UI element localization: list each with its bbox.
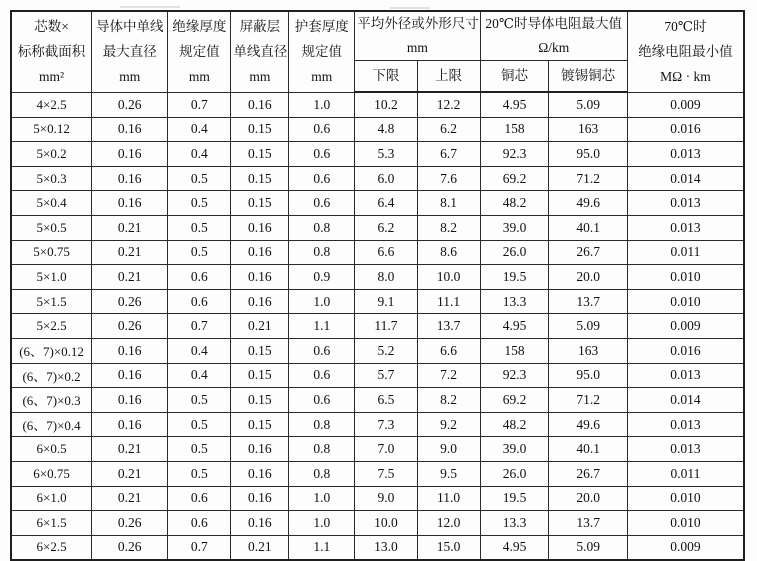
table-cell: 49.6 [549, 191, 627, 216]
table-cell: 0.8 [289, 437, 355, 462]
table-cell: 4.95 [480, 92, 549, 117]
table-row [11, 486, 744, 511]
header-insulation-resistance [627, 11, 744, 92]
header-line: mm [188, 69, 210, 85]
table-cell: 0.7 [168, 314, 231, 339]
table-cell: 9.0 [355, 486, 417, 511]
table-cell: 9.0 [417, 437, 480, 462]
cable-spec-table [10, 10, 745, 561]
table-cell: 0.009 [627, 314, 744, 339]
table-cell: 6.6 [355, 240, 417, 265]
table-cell: 5×0.75 [11, 240, 92, 265]
table-cell: 0.010 [627, 289, 744, 314]
table-cell: 0.26 [92, 92, 168, 117]
table-cell: 0.15 [231, 388, 289, 413]
table-cell: 10.2 [355, 92, 417, 117]
table-cell: 13.3 [480, 289, 549, 314]
table-cell: 0.5 [168, 461, 231, 486]
header-line: mm [311, 69, 333, 85]
table-cell: 6×2.5 [11, 535, 92, 560]
table-cell: 9.2 [417, 412, 480, 437]
table-row [11, 215, 744, 240]
table-cell: 0.16 [231, 289, 289, 314]
table-cell: 0.011 [627, 461, 744, 486]
table-cell: 20.0 [549, 265, 627, 290]
table-cell: 5.2 [355, 338, 417, 363]
header-line: 屏蔽层 [239, 19, 281, 35]
table-cell: 0.6 [289, 191, 355, 216]
table-cell: 0.15 [231, 412, 289, 437]
table-cell: 0.16 [92, 142, 168, 167]
table-cell: 0.21 [92, 215, 168, 240]
table-cell: 0.016 [627, 338, 744, 363]
header-insulation-thickness [168, 11, 231, 92]
table-cell: 0.6 [289, 142, 355, 167]
scan-artifact [390, 7, 430, 9]
table-cell: 0.21 [231, 535, 289, 560]
table-cell: 1.1 [289, 535, 355, 560]
table-cell: 5×1.5 [11, 289, 92, 314]
table-cell: 9.1 [355, 289, 417, 314]
table-cell: 5.09 [549, 92, 627, 117]
header-shield-wire-diameter [231, 11, 289, 92]
table-cell: 39.0 [480, 215, 549, 240]
table-cell: 0.014 [627, 388, 744, 413]
header-sheath-thickness [289, 11, 355, 92]
table-cell: 0.15 [231, 338, 289, 363]
table-cell: 8.1 [417, 191, 480, 216]
table-cell: 0.013 [627, 437, 744, 462]
table-cell: 6.0 [355, 166, 417, 191]
table-cell: 0.6 [289, 117, 355, 142]
header-line: 绝缘厚度 [172, 19, 227, 35]
table-cell: 0.5 [168, 166, 231, 191]
table-cell: 0.4 [168, 142, 231, 167]
table-cell: 0.013 [627, 412, 744, 437]
table-cell: 158 [480, 117, 549, 142]
table-cell: 0.15 [231, 191, 289, 216]
table-cell: 10.0 [417, 265, 480, 290]
table-cell: 8.2 [417, 388, 480, 413]
table-cell: 0.16 [92, 388, 168, 413]
header-line: 70℃时 [664, 19, 707, 35]
table-cell: 0.6 [168, 289, 231, 314]
table-cell: 0.16 [231, 437, 289, 462]
table-row [11, 363, 744, 388]
table-cell: 0.6 [168, 265, 231, 290]
table-cell: 0.016 [627, 117, 744, 142]
table-cell: 6×0.5 [11, 437, 92, 462]
table-cell: 95.0 [549, 363, 627, 388]
table-cell: 26.0 [480, 240, 549, 265]
header-unit: mm [406, 40, 428, 55]
table-row [11, 191, 744, 216]
table-cell: 0.8 [289, 240, 355, 265]
table-cell: 5×0.5 [11, 215, 92, 240]
table-cell: (6、7)×0.2 [11, 363, 92, 388]
table-cell: 26.7 [549, 461, 627, 486]
table-cell: 0.6 [168, 511, 231, 536]
table-cell: 0.16 [231, 265, 289, 290]
table-cell: 11.7 [355, 314, 417, 339]
header-line: 导体中单线 [95, 19, 164, 35]
table-cell: 5×0.4 [11, 191, 92, 216]
header-line: mm [119, 69, 141, 85]
table-cell: 0.6 [289, 363, 355, 388]
table-cell: 0.5 [168, 191, 231, 216]
table-cell: 95.0 [549, 142, 627, 167]
table-cell: 0.5 [168, 215, 231, 240]
table-cell: 0.26 [92, 314, 168, 339]
table-cell: 6.2 [417, 117, 480, 142]
table-cell: 0.6 [289, 388, 355, 413]
header-line: 最大直径 [102, 44, 157, 60]
header-line: 规定值 [301, 44, 343, 60]
table-cell: 0.15 [231, 117, 289, 142]
table-cell: 26.0 [480, 461, 549, 486]
table-cell: 0.16 [231, 92, 289, 117]
table-row [11, 388, 744, 413]
table-cell: 0.26 [92, 511, 168, 536]
table-cell: 1.0 [289, 289, 355, 314]
table-row [11, 338, 744, 363]
table-cell: 0.7 [168, 92, 231, 117]
table-cell: 0.21 [231, 314, 289, 339]
table-row [11, 142, 744, 167]
table-cell: 0.013 [627, 215, 744, 240]
table-cell: 19.5 [480, 486, 549, 511]
table-cell: (6、7)×0.12 [11, 338, 92, 363]
table-cell: (6、7)×0.4 [11, 412, 92, 437]
table-cell: 4×2.5 [11, 92, 92, 117]
table-cell: 4.8 [355, 117, 417, 142]
table-cell: 0.21 [92, 461, 168, 486]
header-line: mm [249, 69, 271, 85]
table-cell: 9.5 [417, 461, 480, 486]
header-line: 规定值 [179, 44, 220, 60]
table-cell: 5×1.0 [11, 265, 92, 290]
table-cell: 8.2 [417, 215, 480, 240]
table-header [11, 11, 744, 92]
table-row [11, 240, 744, 265]
table-cell: 13.7 [417, 314, 480, 339]
table-row [11, 265, 744, 290]
table-cell: 0.014 [627, 166, 744, 191]
table-cell: 40.1 [549, 437, 627, 462]
table-row [11, 117, 744, 142]
table-cell: 158 [480, 338, 549, 363]
table-cell: 163 [549, 338, 627, 363]
table-cell: 7.0 [355, 437, 417, 462]
table-body [11, 92, 744, 560]
header-line: mm² [39, 69, 65, 85]
table-cell: 0.26 [92, 535, 168, 560]
table-cell: 0.010 [627, 511, 744, 536]
table-cell: 5.09 [549, 535, 627, 560]
table-cell: 0.5 [168, 412, 231, 437]
table-cell: 13.0 [355, 535, 417, 560]
table-row [11, 92, 744, 117]
subheader-upper-limit: 上限 [417, 61, 480, 93]
table-row [11, 461, 744, 486]
table-cell: 0.16 [231, 215, 289, 240]
table-cell: 6.5 [355, 388, 417, 413]
header-line: 标称截面积 [17, 44, 86, 60]
table-cell: 0.21 [92, 437, 168, 462]
table-row [11, 535, 744, 560]
table-cell: 6.6 [417, 338, 480, 363]
header-line: 护套厚度 [294, 19, 349, 35]
table-cell: 49.6 [549, 412, 627, 437]
table-cell: 6.4 [355, 191, 417, 216]
table-cell: 0.4 [168, 363, 231, 388]
header-line: MΩ · km [660, 69, 711, 85]
header-line: 20℃时导体电阻最大值 [485, 16, 623, 31]
table-cell: 71.2 [549, 166, 627, 191]
table-cell: 69.2 [480, 166, 549, 191]
table-cell: 26.7 [549, 240, 627, 265]
table-cell: 5×0.3 [11, 166, 92, 191]
table-cell: 0.013 [627, 363, 744, 388]
table-cell: 7.5 [355, 461, 417, 486]
table-cell: 0.16 [92, 412, 168, 437]
table-cell: 0.010 [627, 265, 744, 290]
subheader-tinned-copper-core: 镀锡铜芯 [549, 61, 627, 93]
table-cell: 1.0 [289, 92, 355, 117]
table-cell: 0.009 [627, 92, 744, 117]
table-cell: 6×1.5 [11, 511, 92, 536]
table-cell: 0.8 [289, 215, 355, 240]
table-row [11, 289, 744, 314]
table-cell: 0.013 [627, 142, 744, 167]
table-cell: 0.6 [289, 338, 355, 363]
table-cell: 5.7 [355, 363, 417, 388]
table-cell: 13.7 [549, 289, 627, 314]
table-cell: 5×0.2 [11, 142, 92, 167]
table-cell: 0.5 [168, 388, 231, 413]
table-cell: 8.6 [417, 240, 480, 265]
table-cell: 0.16 [92, 117, 168, 142]
table-cell: 39.0 [480, 437, 549, 462]
table-cell: 12.0 [417, 511, 480, 536]
table-cell: 11.1 [417, 289, 480, 314]
table-row [11, 166, 744, 191]
table-cell: 1.0 [289, 486, 355, 511]
header-group-conductor-resistance [480, 11, 627, 61]
table-cell: 4.95 [480, 314, 549, 339]
table-cell: 5.3 [355, 142, 417, 167]
table-cell: 0.16 [231, 486, 289, 511]
table-cell: 40.1 [549, 215, 627, 240]
header-line: 单线直径 [233, 44, 288, 60]
table-cell: 0.8 [289, 461, 355, 486]
table-cell: 5×2.5 [11, 314, 92, 339]
table-cell: 48.2 [480, 191, 549, 216]
table-cell: 0.6 [168, 486, 231, 511]
table-cell: 71.2 [549, 388, 627, 413]
table-cell: 0.7 [168, 535, 231, 560]
table-row [11, 412, 744, 437]
table-cell: 0.4 [168, 117, 231, 142]
table-cell: 0.16 [92, 363, 168, 388]
table-cell: 0.16 [231, 461, 289, 486]
table-cell: 92.3 [480, 363, 549, 388]
table-row [11, 437, 744, 462]
header-line: 芯数× [34, 19, 69, 35]
table-cell: 1.0 [289, 511, 355, 536]
table-cell: 0.21 [92, 486, 168, 511]
table-cell: 6.7 [417, 142, 480, 167]
table-row [11, 511, 744, 536]
table-cell: 10.0 [355, 511, 417, 536]
header-line: 平均外径或外形尺寸 [357, 16, 479, 31]
header-unit: Ω/km [538, 40, 570, 55]
table-cell: 8.0 [355, 265, 417, 290]
table-cell: 0.26 [92, 289, 168, 314]
table-cell: 13.3 [480, 511, 549, 536]
table-cell: 163 [549, 117, 627, 142]
table-cell: 0.16 [231, 240, 289, 265]
table-cell: 7.6 [417, 166, 480, 191]
header-core-count [11, 11, 92, 92]
table-cell: 0.5 [168, 437, 231, 462]
table-cell: 0.15 [231, 142, 289, 167]
table-cell: 0.013 [627, 191, 744, 216]
table-cell: 48.2 [480, 412, 549, 437]
table-cell: 7.3 [355, 412, 417, 437]
table-cell: 6×1.0 [11, 486, 92, 511]
table-cell: 19.5 [480, 265, 549, 290]
table-cell: 0.009 [627, 535, 744, 560]
header-conductor-max-diameter [92, 11, 168, 92]
table-cell: 0.010 [627, 486, 744, 511]
table-cell: 0.5 [168, 240, 231, 265]
subheader-lower-limit: 下限 [355, 61, 417, 93]
table-cell: 7.2 [417, 363, 480, 388]
scan-artifact [120, 6, 180, 8]
table-row [11, 314, 744, 339]
table-cell: 0.16 [92, 191, 168, 216]
table-cell: 0.16 [92, 338, 168, 363]
table-cell: 0.16 [231, 511, 289, 536]
table-cell: 6×0.75 [11, 461, 92, 486]
table-cell: (6、7)×0.3 [11, 388, 92, 413]
table-cell: 0.16 [92, 166, 168, 191]
table-cell: 0.6 [289, 166, 355, 191]
table-cell: 0.21 [92, 240, 168, 265]
table-cell: 5×0.12 [11, 117, 92, 142]
table-cell: 20.0 [549, 486, 627, 511]
table-cell: 0.011 [627, 240, 744, 265]
subheader-copper-core: 铜芯 [480, 61, 549, 93]
table-cell: 0.15 [231, 166, 289, 191]
table-cell: 1.1 [289, 314, 355, 339]
table-cell: 0.4 [168, 338, 231, 363]
table-cell: 6.2 [355, 215, 417, 240]
header-line: 绝缘电阻最小值 [638, 44, 733, 60]
table-cell: 69.2 [480, 388, 549, 413]
table-cell: 11.0 [417, 486, 480, 511]
table-cell: 92.3 [480, 142, 549, 167]
table-cell: 15.0 [417, 535, 480, 560]
table-cell: 0.15 [231, 363, 289, 388]
table-cell: 4.95 [480, 535, 549, 560]
table-cell: 0.8 [289, 412, 355, 437]
header-group-outer-diameter [355, 11, 480, 61]
table-cell: 12.2 [417, 92, 480, 117]
table-cell: 0.21 [92, 265, 168, 290]
table-cell: 0.9 [289, 265, 355, 290]
table-cell: 13.7 [549, 511, 627, 536]
table-cell: 5.09 [549, 314, 627, 339]
